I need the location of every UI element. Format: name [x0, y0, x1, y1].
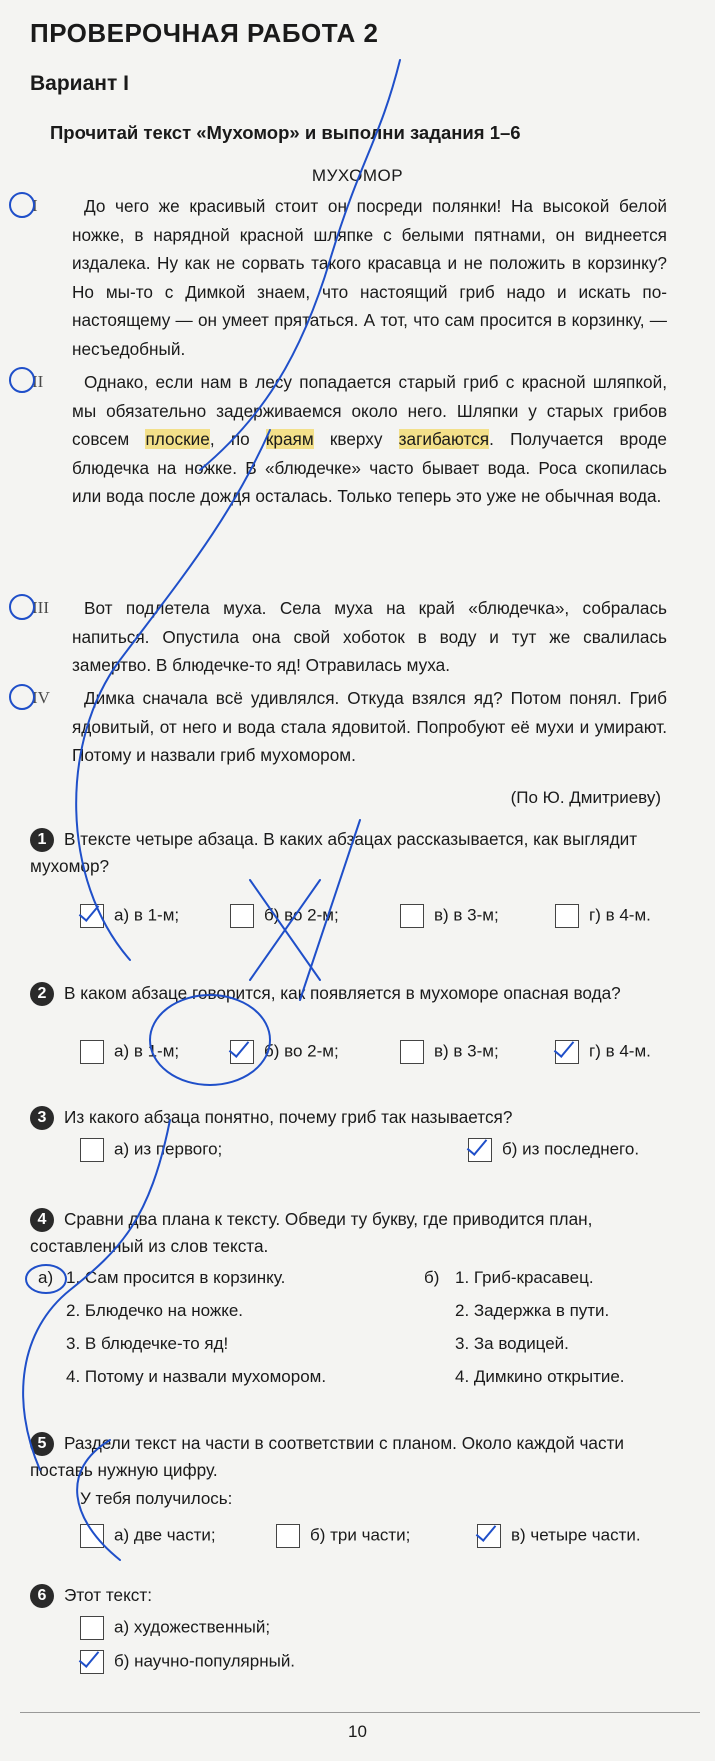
highlighted-word: плоские: [145, 429, 210, 449]
option-label: а) художественный;: [114, 1617, 271, 1637]
text-source: (По Ю. Дмитриеву): [510, 788, 661, 807]
plan-item: 3. В блюдечке-то яд!: [66, 1334, 229, 1353]
circled-number-5-icon: [10, 595, 34, 619]
scribble-icon: [23, 1120, 170, 1470]
option-b[interactable]: [468, 1138, 639, 1162]
checkbox-checked[interactable]: [477, 1524, 501, 1548]
paragraph-text: , по: [209, 429, 266, 449]
question-2-options: [80, 1040, 680, 1068]
option-a[interactable]: [80, 904, 179, 928]
option-label: в) в 3-м;: [434, 905, 499, 925]
paragraph-roman-numeral: II: [32, 372, 44, 391]
question-3-options: [80, 1138, 680, 1166]
option-b[interactable]: [230, 904, 339, 928]
question-text: Из какого абзаца понятно, почему гриб так называется?: [64, 1107, 513, 1127]
option-label: а) в 1-м;: [114, 1041, 180, 1061]
option-label: б) три части;: [310, 1525, 411, 1545]
option-a[interactable]: [80, 1616, 270, 1640]
option-label: в) в 3-м;: [434, 1041, 499, 1061]
plan-b-letter[interactable]: б): [424, 1268, 440, 1287]
paragraph-1: [32, 192, 667, 363]
question-1-options: [80, 904, 680, 932]
checkbox[interactable]: [80, 1040, 104, 1064]
question-5-subtext: У тебя получилось:: [80, 1489, 233, 1508]
question-text: Этот текст:: [64, 1585, 153, 1605]
option-label: б) во 2-м;: [264, 905, 339, 925]
option-b[interactable]: [80, 1650, 295, 1674]
paragraph-4: [32, 684, 667, 770]
question-number: 3: [30, 1106, 54, 1130]
checkbox-checked[interactable]: [468, 1138, 492, 1162]
question-text: Раздели текст на части в соответствии с планом. Около каждой части поставь нужную цифру.: [30, 1433, 625, 1480]
plan-item: 4. Димкино открытие.: [455, 1367, 625, 1386]
option-a[interactable]: [80, 1524, 216, 1548]
paragraph-roman-numeral: III: [32, 598, 49, 617]
page-title: ПРОВЕРОЧНАЯ РАБОТА 2: [30, 18, 379, 48]
option-label: а) две части;: [114, 1525, 216, 1545]
question-text: Сравни два плана к тексту. Обведи ту букву, где приводится план, составленный из слов текста.: [30, 1209, 593, 1256]
highlighted-word: краям: [265, 429, 314, 449]
page-number: 10: [348, 1722, 367, 1741]
option-label: а) из первого;: [114, 1139, 223, 1159]
checkbox[interactable]: [276, 1524, 300, 1548]
paragraph-2: [32, 368, 667, 511]
option-label: г) в 4-м.: [589, 1041, 651, 1061]
option-d[interactable]: [555, 904, 651, 928]
instruction: Прочитай текст «Мухомор» и выполни задания 1–6: [50, 122, 521, 143]
checkbox-checked[interactable]: [230, 1040, 254, 1064]
circled-number-2-icon: [10, 368, 34, 392]
question-6-option-a: [80, 1616, 680, 1644]
option-b[interactable]: [230, 1040, 339, 1064]
checkbox-checked[interactable]: [555, 1040, 579, 1064]
checkbox[interactable]: [555, 904, 579, 928]
option-label: г) в 4-м.: [589, 905, 651, 925]
checkbox[interactable]: [400, 904, 424, 928]
paragraph-text: До чего же красивый стоит он посреди полянки! На высокой белой ножке, в нарядной красной шляпке с белыми пятнами, он виднеется издалека. Ну как не сорвать такого красавца и не положить в корзинку? Но мы-то с Димкой знаем, что настоящий гриб надо и искать по-настоящему — он умеет прятаться. А тот, что сам просится в корзинку, — несъедобный.: [72, 196, 667, 359]
checkbox[interactable]: [80, 1138, 104, 1162]
question-5: [30, 1430, 680, 1484]
paragraph-text: Вот подлетела муха. Села муха на край «блюдечка», собралась напиться. Опустила она свой хоботок в воду и тут же свалилась замертво. В блюдечке-то яд! Отравилась муха.: [72, 598, 667, 675]
option-c[interactable]: [400, 1040, 499, 1064]
checkbox[interactable]: [400, 1040, 424, 1064]
paragraph-text: кверху: [313, 429, 399, 449]
option-label: б) во 2-м;: [264, 1041, 339, 1061]
circled-number-1-icon: [10, 193, 34, 217]
option-label: б) научно-популярный.: [114, 1651, 296, 1671]
paragraph-roman-numeral: I: [32, 196, 38, 215]
variant-label: Вариант I: [30, 72, 129, 95]
plan-item: 3. За водицей.: [455, 1334, 569, 1353]
question-5-options: [80, 1524, 680, 1552]
option-b[interactable]: [276, 1524, 410, 1548]
option-a[interactable]: [80, 1138, 222, 1162]
plan-a-letter[interactable]: а): [38, 1268, 54, 1287]
highlighted-word: загибаются: [398, 429, 490, 449]
checkbox[interactable]: [80, 1524, 104, 1548]
footer-divider: [20, 1712, 700, 1713]
checkbox[interactable]: [230, 904, 254, 928]
question-3: [30, 1104, 680, 1131]
paragraph-3: [32, 594, 667, 680]
plan-item: 1. Гриб-красавец.: [455, 1268, 594, 1287]
option-label: в) четыре части.: [511, 1525, 641, 1545]
paragraph-text: Димка сначала всё удивлялся. Откуда взялся яд? Потом понял. Гриб ядовитый, от него и вода стала ядовитой. Попробуют её мухи и умирают. Потому и назвали гриб мухомором.: [72, 688, 667, 765]
paragraph-roman-numeral: IV: [32, 688, 50, 707]
question-2: [30, 980, 680, 1007]
paragraph-text: Однако, если нам в лесу попадается старый гриб с красной шляпкой, мы обязательно задерживаемся около него. Шляпки у старых грибов совсем: [72, 372, 667, 449]
question-4: [30, 1206, 680, 1260]
option-label: а) в 1-м;: [114, 905, 180, 925]
question-number: 1: [30, 828, 54, 852]
question-1: [30, 826, 680, 880]
option-a[interactable]: [80, 1040, 179, 1064]
plan-item: 1. Сам просится в корзинку.: [66, 1268, 286, 1287]
option-c[interactable]: [477, 1524, 641, 1548]
text-title: МУХОМОР: [311, 166, 404, 185]
question-text: В тексте четыре абзаца. В каких абзацах рассказывается, как выглядит мухомор?: [30, 829, 638, 876]
paragraph-text: . Получается вроде блюдечка на ножке. В «блюдечке» часто бывает вода. Роса скопилась или вода после дождя осталась. Только теперь это уже не обычная вода.: [72, 429, 667, 506]
checkbox-checked[interactable]: [80, 1650, 104, 1674]
question-text: В каком абзаце говорится, как появляется в мухоморе опасная вода?: [64, 983, 621, 1003]
question-number: 2: [30, 982, 54, 1006]
plan-item: 2. Задержка в пути.: [455, 1301, 610, 1320]
question-6: [30, 1582, 680, 1609]
option-c[interactable]: [400, 904, 499, 928]
circled-number-4-icon: [10, 685, 34, 709]
option-label: б) из последнего.: [502, 1139, 640, 1159]
question-number: 6: [30, 1584, 54, 1608]
plan-item: 2. Блюдечко на ножке.: [66, 1301, 244, 1320]
option-d[interactable]: [555, 1040, 651, 1064]
plan-item: 4. Потому и назвали мухомором.: [66, 1367, 327, 1386]
checkbox-checked[interactable]: [80, 904, 104, 928]
question-number: 4: [30, 1208, 54, 1232]
question-number: 5: [30, 1432, 54, 1456]
question-6-option-b: [80, 1650, 680, 1678]
checkbox[interactable]: [80, 1616, 104, 1640]
